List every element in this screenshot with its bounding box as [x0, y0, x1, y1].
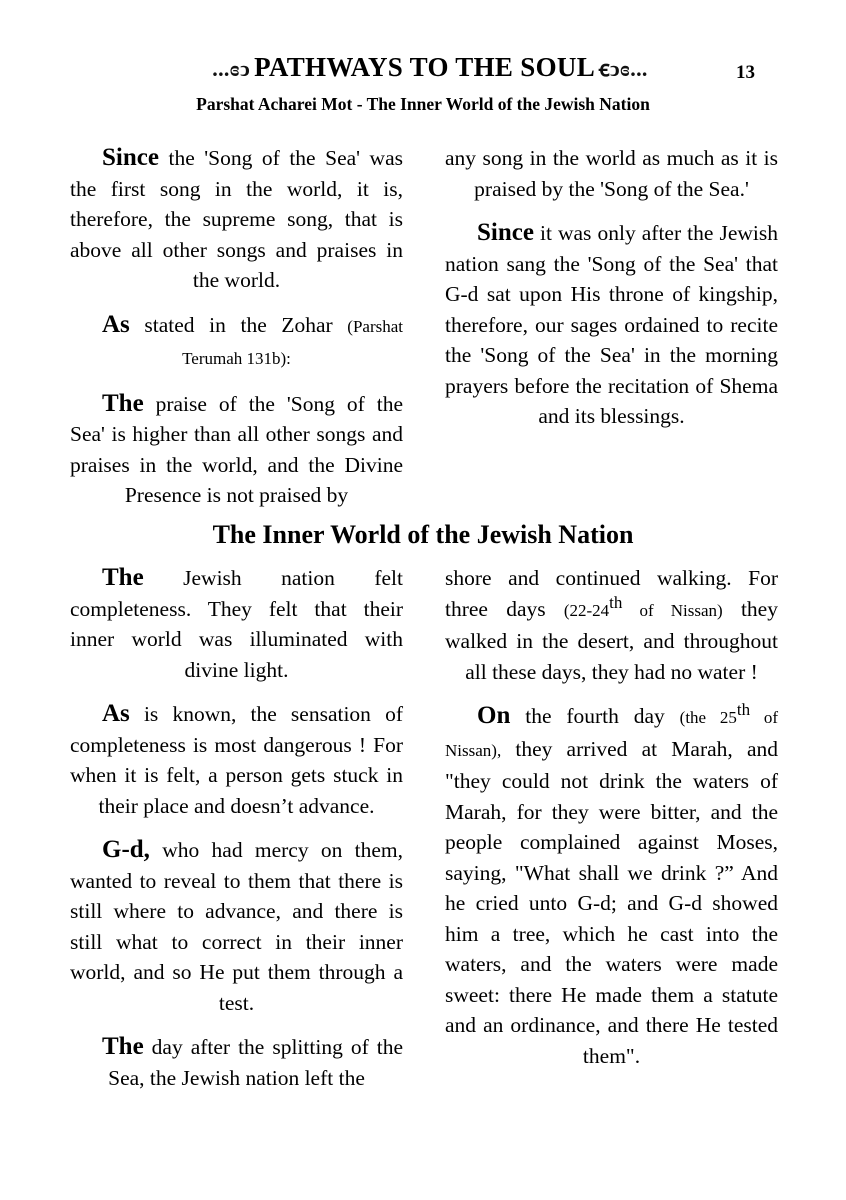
ornament-left-icon: ...ɞↄ — [212, 56, 251, 81]
paragraph-text: shore and continued walking. For three days — [445, 566, 778, 621]
paragraph-text: is known, the sensation of completeness is most dangerous ! For when it is felt, a person gets stuck in their place and doesn’t advance. — [70, 702, 403, 818]
ornament-right-icon: ꞓↄɞ... — [599, 56, 648, 81]
paragraph — [445, 701, 778, 1071]
paragraph — [70, 1032, 403, 1093]
date-note: (22-24 — [563, 600, 610, 620]
paragraph-text: it was only after the Jewish nation sang the 'Song of the Sea' that G-d sat upon His throne of kingship, therefore, our sages ordained to recite the 'Song of the Sea' in the morning prayers before the recitation of Shema and its blessings. — [445, 221, 778, 428]
column-right — [445, 143, 778, 446]
paragraph — [70, 835, 403, 1018]
ordinal-suffix: th — [609, 592, 623, 612]
chapter-subtitle: Parshat Acharei Mot - The Inner World of the Jewish Nation — [196, 94, 650, 114]
date-note: of Nissan) — [622, 600, 723, 620]
column-right — [445, 563, 778, 1085]
paragraph — [445, 218, 778, 432]
ordinal-suffix: th — [736, 699, 751, 719]
paragraph-lead-word: The — [102, 389, 144, 417]
section-heading: The Inner World of the Jewish Nation — [212, 520, 634, 549]
paragraph — [70, 143, 403, 296]
running-title — [130, 52, 730, 83]
paragraph-lead-word: Since — [477, 219, 534, 246]
paragraph-lead-word: As — [102, 700, 130, 727]
paragraph-text: Jewish nation felt completeness. They felt that their inner world was illuminated with divine light. — [70, 566, 403, 682]
paragraph-lead-word: On — [477, 702, 511, 729]
paragraph-text: stated in the Zohar — [129, 312, 348, 337]
paragraph — [70, 310, 403, 375]
paragraph-lead-word: G-d, — [102, 836, 150, 863]
paragraph-text: any song in the world as much as it is praised by the 'Song of the Sea.' — [445, 146, 778, 201]
book-title: PATHWAYS TO THE SOUL — [254, 52, 596, 82]
paragraph-continued — [445, 143, 778, 204]
paragraph-text: they arrived at Marah, and "they could not drink the waters of Marah, for they were bitter, and the people complained against Moses, saying, "What shall we drink ?” And he cried unto G-d; and G-d showed him a tree, which he cast into the waters, and the waters were made sweet: there He made them a statute and an ordinance, and there He tested them". — [445, 736, 778, 1068]
paragraph-text: who had mercy on them, wanted to reveal to them that there is still where to advance, and there is still what to correct in their inner world, and so He put them through a test. — [70, 838, 403, 1015]
column-left — [70, 563, 403, 1107]
paragraph-text: they walked in the desert, and throughout all these days, they had no water ! — [445, 596, 778, 684]
paragraph-text: praise of the 'Song of the Sea' is higher than all other songs and praises in the world, and the Divine Presence is not praised by — [70, 391, 403, 507]
paragraph — [70, 699, 403, 821]
column-left — [70, 143, 403, 525]
paragraph-lead-word: As — [102, 310, 130, 338]
paragraph-text: day after the splitting of the Sea, the Jewish nation left the — [108, 1035, 403, 1090]
paragraph — [70, 389, 403, 511]
paragraph-text: the 'Song of the Sea' was the first song in the world, it is, therefore, the supreme song, that is above all other songs and praises in the world. — [70, 146, 403, 292]
paragraph-lead-word: Since — [102, 144, 159, 171]
source-citation: (Parshat Terumah 131b): — [182, 316, 403, 368]
paragraph-continued — [445, 563, 778, 687]
paragraph-lead-word: The — [102, 1033, 144, 1060]
date-note: (the 25 — [679, 708, 737, 727]
page-number: 13 — [736, 62, 755, 83]
date-note: of Nissan), — [445, 708, 778, 760]
paragraph-lead-word: The — [102, 564, 144, 591]
paragraph-text: the fourth day — [510, 704, 680, 728]
paragraph — [70, 563, 403, 685]
